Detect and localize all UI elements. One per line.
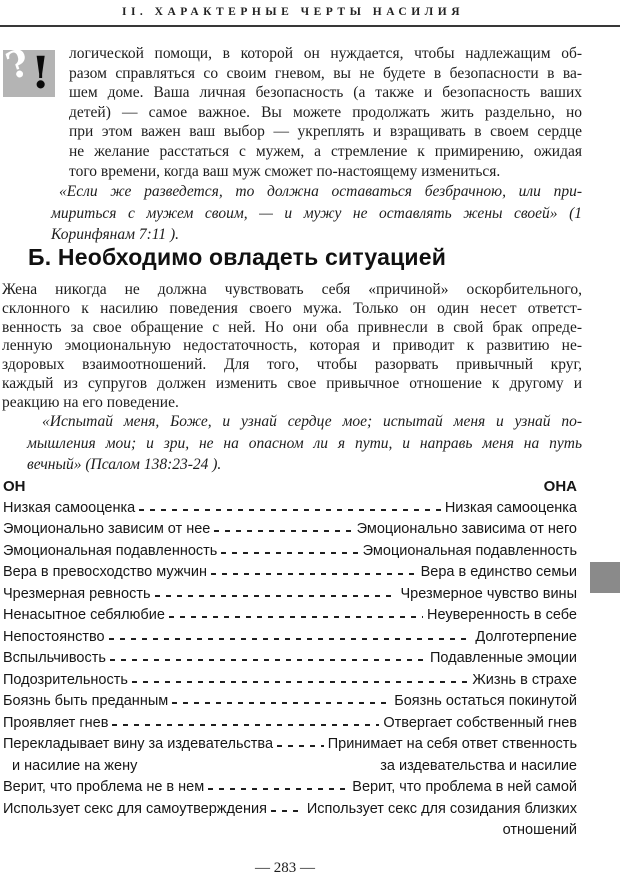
trait-text-line: Принимает на себя ответ ственность [327,736,577,752]
her-trait [394,691,577,713]
text-line: «Если же разведется, то должна оставаться безбрачною, или при- [59,183,582,200]
text-line: «Испытай меня, Боже, и узнай сердце мое; испытай меня и узнай по- [42,413,582,430]
intro-paragraph [69,44,582,181]
exclamation-mark-icon: ! [31,48,51,99]
text-line: Жена никогда не должна чувствовать себя «причиной» оскорбительного, [2,281,582,298]
comparison-row [3,713,577,735]
leader-dashes [139,498,441,520]
leader-dashes [110,648,426,670]
section-paragraph [2,281,582,413]
trait-text-line: Эмоционально зависим от нее [3,521,211,537]
trait-text-line: Низкая самооценка [3,499,136,516]
trait-text-line: и насилие на жену [12,757,138,774]
comparison-row [3,627,577,649]
trait-text-line: за издевательства и насилие [380,757,577,774]
trait-text-line: отношений [502,822,577,838]
her-trait [328,734,577,777]
question-exclamation-icon [0,39,55,99]
trait-text-line: Боязнь быть преданным [3,693,169,709]
text-line: логической помощи, в которой он нуждается, чтобы надлежащим об- [69,45,582,62]
comparison-row [3,799,577,842]
leader-dashes [211,562,417,584]
him-trait [3,605,165,627]
trait-text-line: Вера в единство семьи [420,564,577,580]
text-line: разом справляться со своим гневом, вы не будете в безопасности в ва- [69,64,582,82]
trait-text-line: Вера в превосходство мужчин [3,564,208,580]
text-line: Коринфянам 7:11 ). [51,226,180,243]
her-trait [445,498,577,520]
her-trait [475,627,577,649]
him-trait [3,648,106,670]
trait-text-line: Верит, что проблема не в нем [3,779,205,795]
leader-dashes [172,691,390,713]
him-trait [3,541,217,563]
comparison-row [3,562,577,584]
her-trait [307,799,577,842]
trait-text-line: Подавленные эмоции [429,650,577,666]
leader-dashes [109,627,472,649]
text-line: здоровых взаимоотношений. Для того, чтобы разорвать привычный круг, [2,356,582,374]
trait-text-line: Ненасытное себялюбие [3,607,165,623]
comparison-row [3,648,577,670]
text-line: склонного к насилию поведения своего мужа. Только он один несет ответст- [2,299,582,317]
header-rule [0,25,620,27]
comparison-header-row [3,476,577,498]
text-line: каждый из супругов должен изменить свое привычное отношение к другому и [2,374,582,392]
trait-text-line: Чрезмерная ревность [3,585,151,602]
comparison-row [3,605,577,627]
him-trait [3,562,207,584]
her-column-header: ОНА [543,478,577,495]
comparison-row [3,584,577,606]
page-edge-tab [590,562,620,593]
her-trait [352,777,577,799]
him-trait [3,584,151,606]
her-trait [421,562,577,584]
page-number: — 283 — [255,860,315,876]
trait-text-line: Использует секс для самоутверждения [3,800,267,817]
text-line: при этом важен ваш выбор — укреплять и взращивать в своем сердце [69,123,582,141]
him-trait [3,670,128,692]
him-trait [3,777,204,799]
her-trait [357,519,577,541]
her-trait [401,584,578,606]
trait-text-line: Отвергает собственный гнев [383,714,577,731]
running-header: II. ХАРАКТЕРНЫЕ ЧЕРТЫ НАСИЛИЯ [121,6,464,18]
him-trait [3,498,135,520]
leader-dashes [169,605,423,627]
text-line: мышления мои; и зри, не на опасном ли я пути, и направь меня на путь [27,434,582,452]
comparison-row [3,691,577,713]
leader-dashes [112,713,379,735]
text-line: не желание расстаться с мужем, а стремление к примирению, ожидая [69,142,582,160]
text-line: того времени, когда ваш муж сможет по-настоящему измениться. [69,162,501,180]
trait-text-line: Низкая самооценка [444,499,577,516]
trait-text-line: Эмоциональная подавленность [3,542,218,559]
trait-text-line: Непостоянство [3,628,105,645]
trait-text-line: Вспыльчивость [3,650,106,666]
text-line: шем доме. Ваша личная безопасность (а также и безопасность ваших [69,84,582,102]
comparison-row [3,498,577,520]
him-trait [3,627,105,649]
trait-text-line: Неуверенность в себе [427,607,577,623]
him-trait [3,519,210,541]
him-trait [3,691,168,713]
trait-text-line: Жизнь в страхе [472,671,577,688]
trait-text-line: Использует секс для созидания близких [306,800,577,817]
leader-dashes [155,584,397,606]
comparison-rows [3,498,577,842]
trait-text-line: Верит, что проблема в ней самой [352,779,577,795]
comparison-row [3,541,577,563]
comparison-row [3,670,577,692]
trait-text-line: Перекладывает вину за издевательства [3,736,274,752]
trait-text-line: Эмоциональная подавленность [362,542,577,559]
her-trait [383,713,577,735]
leader-dashes [132,670,468,692]
comparison-row [3,519,577,541]
him-trait [3,713,108,735]
text-line: венность за свое обращение с ней. Но они оба привнесли в свой брак опреде- [2,318,582,336]
leader-dashes [277,734,324,756]
trait-text-line: Эмоционально зависима от него [356,521,577,537]
text-line: мириться с мужем своим, — и мужу не оставлять жены своей» (1 [51,204,582,222]
text-line: реакцию на его поведение. [2,393,179,411]
text-line: вечный» (Псалом 138:23-24 ). [27,456,222,473]
text-line: ленную эмоциональную недостаточность, которая и приводит к развитию не- [2,337,582,355]
trait-text-line: Боязнь остаться покинутой [394,693,577,709]
him-trait [3,734,273,777]
scripture-quote-corinthians [51,181,582,246]
her-trait [427,605,577,627]
trait-text-line: Подозрительность [3,671,128,688]
leader-dashes [214,519,352,541]
leader-dashes [208,777,348,799]
her-trait [472,670,577,692]
text-line: детей) — самое важное. Вы можете продолжать жить раздельно, но [69,103,582,121]
her-trait [430,648,577,670]
leader-dashes [271,799,303,821]
scripture-quote-psalm [27,411,582,476]
leader-dashes [221,541,358,563]
comparison-table [3,476,577,842]
trait-text-line: Долготерпение [475,628,577,645]
question-mark-icon: ? [0,39,35,89]
comparison-row [3,777,577,799]
her-trait [363,541,577,563]
trait-text-line: Чрезмерное чувство вины [400,585,577,602]
section-heading: Б. Необходимо овладеть ситуацией [28,244,447,270]
comparison-row [3,734,577,777]
him-column-header: ОН [3,478,26,495]
trait-text-line: Проявляет гнев [3,714,109,731]
him-trait [3,799,267,821]
